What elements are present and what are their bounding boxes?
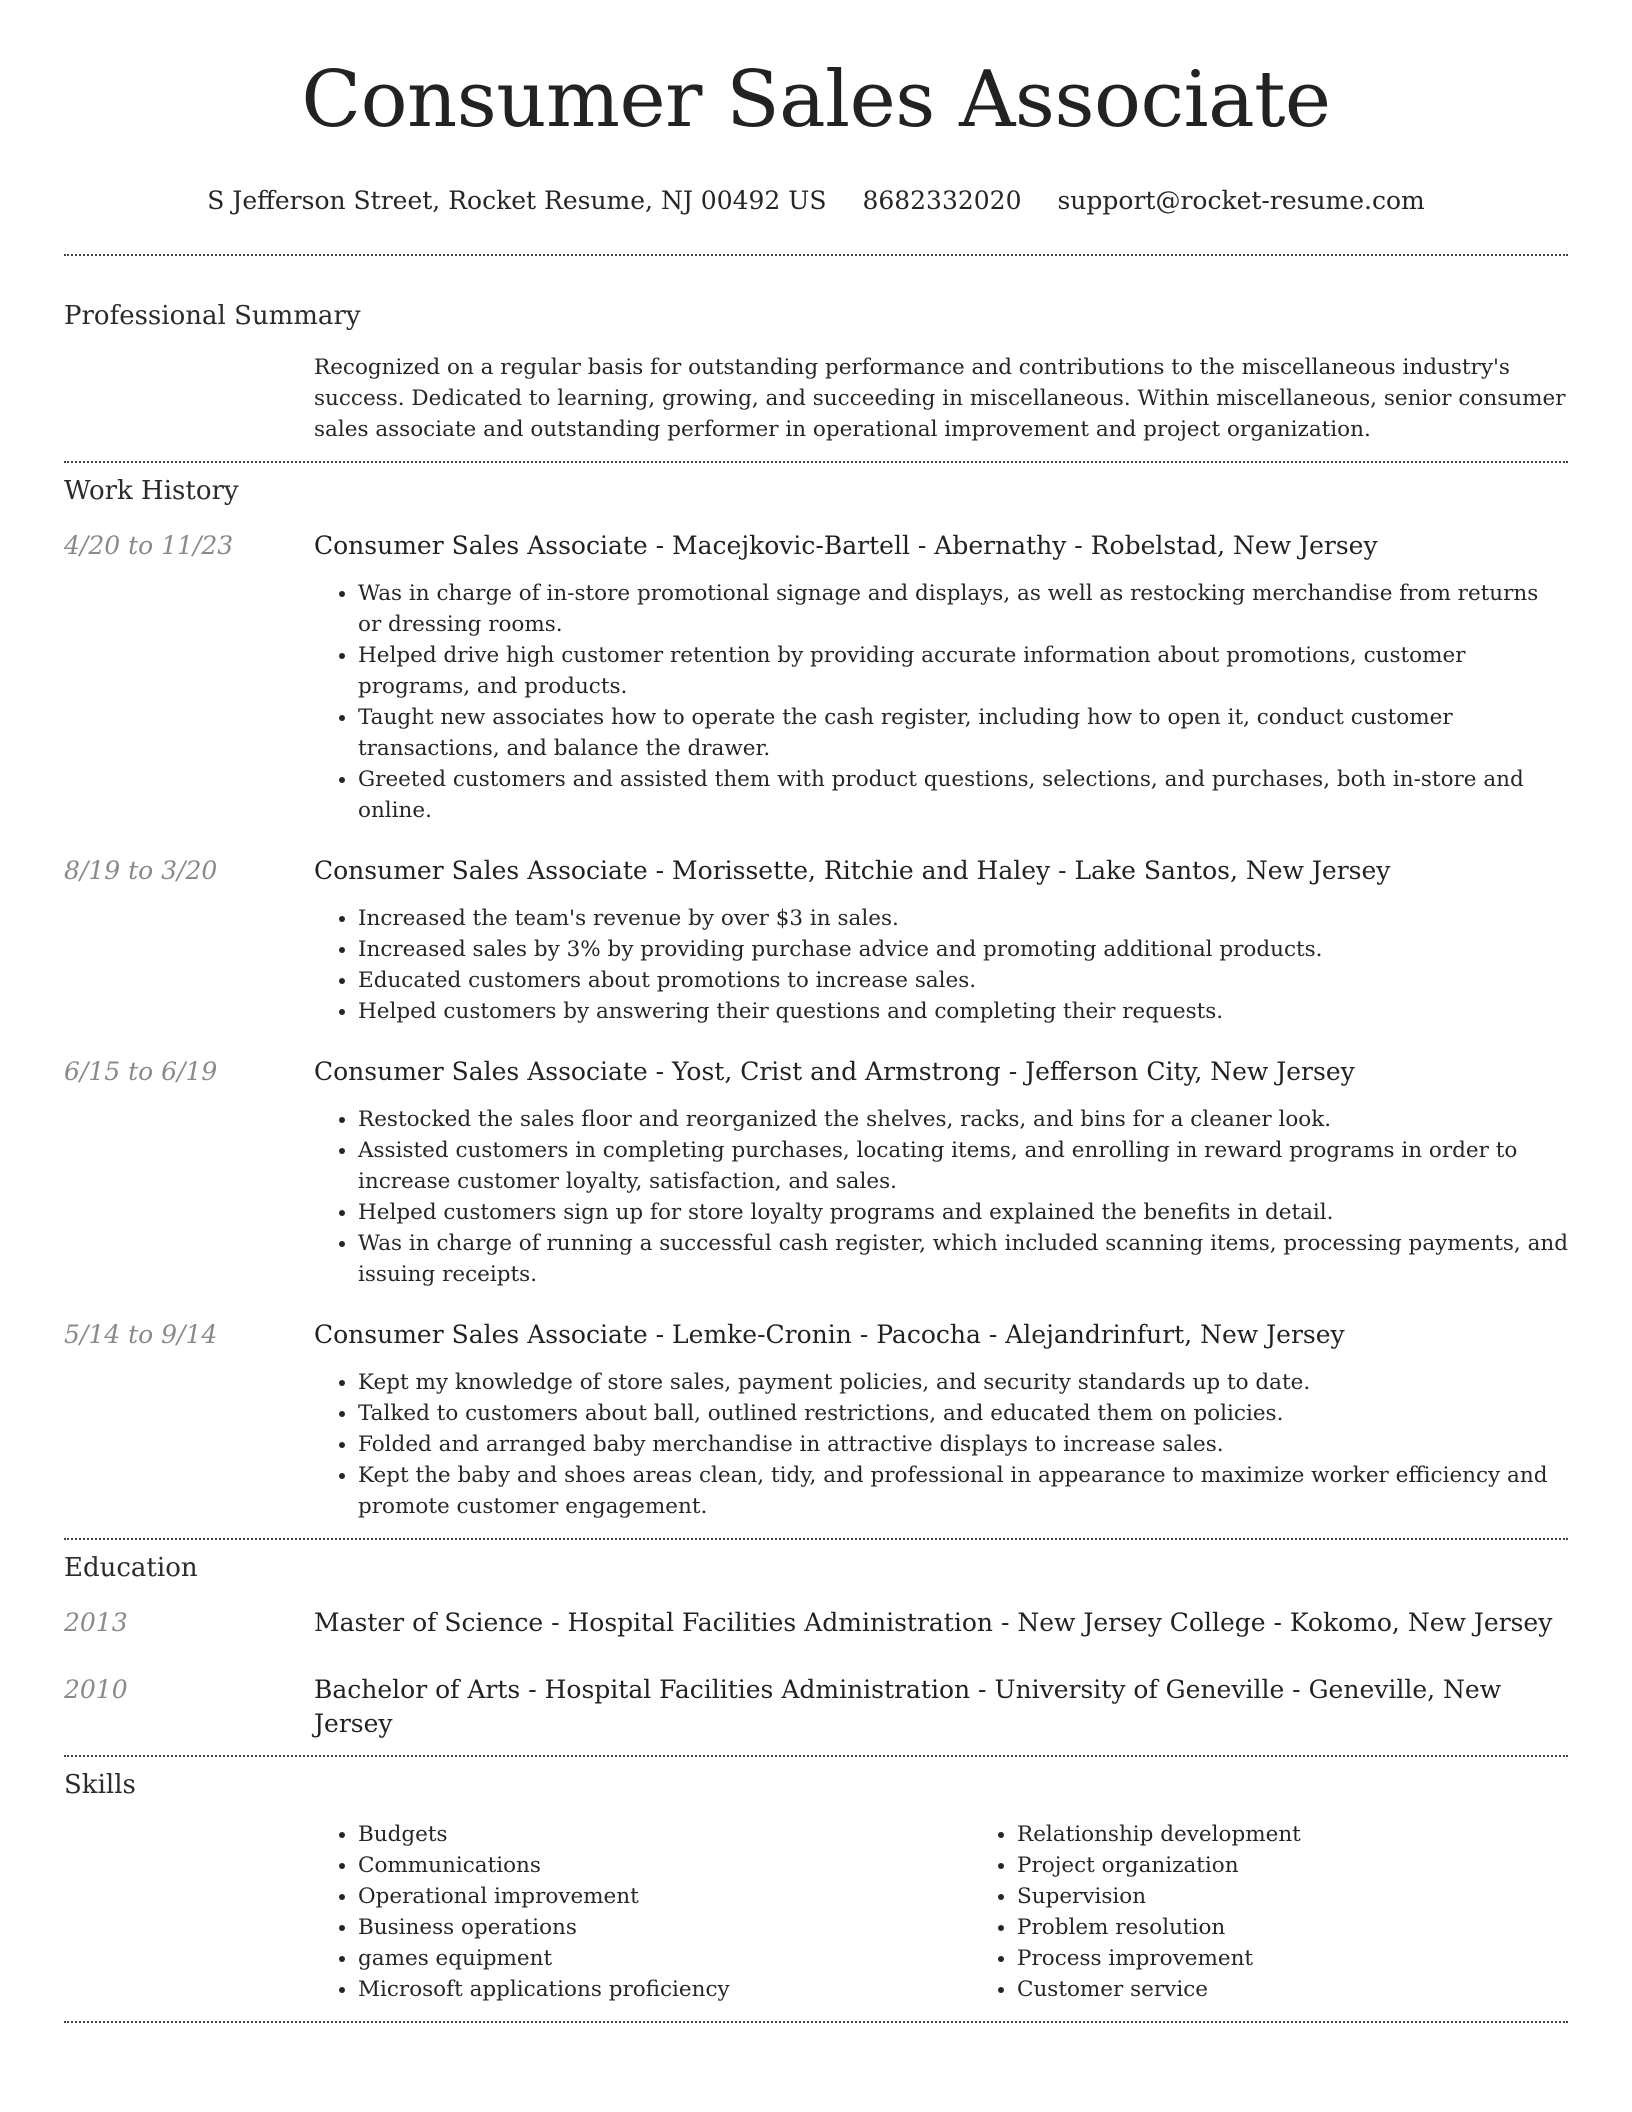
skills-list-left — [314, 1819, 973, 2005]
contact-address: S Jefferson Street, Rocket Resume, NJ 00492 US — [207, 186, 827, 215]
work-history-section — [64, 473, 1568, 1522]
job-bullet: • Was in charge of running a successful cash register, which included scanning items, processing payments, and issuing receipts. — [358, 1228, 1568, 1290]
job-title: Consumer Sales Associate - Morissette, Ritchie and Haley - Lake Santos, New Jersey — [314, 856, 1391, 885]
job-entry — [64, 1055, 1568, 1290]
divider — [64, 254, 1568, 256]
job-bullet: • Restocked the sales floor and reorganized the shelves, racks, and bins for a cleaner look. — [358, 1104, 1568, 1135]
job-entry — [64, 1318, 1568, 1522]
education-degree: Bachelor of Arts - Hospital Facilities Administration - University of Geneville - Geneville, New Jersey — [314, 1675, 1502, 1738]
skill-item: • Budgets — [358, 1819, 973, 1850]
summary-heading: Professional Summary — [64, 301, 361, 331]
job-bullets — [314, 578, 1568, 826]
job-dates: 6/15 to 6/19 — [64, 1057, 218, 1086]
job-title: Consumer Sales Associate - Lemke-Cronin - Pacocha - Alejandrinfurt, New Jersey — [314, 1320, 1345, 1349]
education-section — [64, 1550, 1568, 1741]
job-bullet: • Assisted customers in completing purchases, locating items, and enrolling in reward programs in order to increase customer loyalty, satisfaction, and sales. — [358, 1135, 1568, 1197]
job-bullet: • Helped drive high customer retention by providing accurate information about promotions, customer programs, and products. — [358, 640, 1568, 702]
skill-item: • games equipment — [358, 1943, 973, 1974]
education-entry — [64, 1673, 1568, 1741]
job-entry — [64, 529, 1568, 826]
job-bullets — [314, 1104, 1568, 1290]
job-bullet: • Folded and arranged baby merchandise in attractive displays to increase sales. — [358, 1429, 1568, 1460]
skill-item: • Problem resolution — [1017, 1912, 1632, 1943]
job-dates: 5/14 to 9/14 — [64, 1320, 218, 1349]
job-bullet: • Helped customers sign up for store loyalty programs and explained the benefits in detail. — [358, 1197, 1568, 1228]
contact-phone: 8682332020 — [862, 186, 1022, 215]
divider — [64, 2021, 1568, 2023]
skill-item: • Business operations — [358, 1912, 973, 1943]
job-bullet: • Greeted customers and assisted them with product questions, selections, and purchases, both in-store and online. — [358, 764, 1568, 826]
divider — [64, 1755, 1568, 1757]
skills-list-right — [973, 1819, 1632, 2005]
job-bullet: • Talked to customers about ball, outlined restrictions, and educated them on policies. — [358, 1398, 1568, 1429]
job-dates: 8/19 to 3/20 — [64, 856, 218, 885]
job-bullet: • Was in charge of in-store promotional signage and displays, as well as restocking merchandise from returns or dressing rooms. — [358, 578, 1568, 640]
skill-item: • Communications — [358, 1850, 973, 1881]
work-history-heading: Work History — [64, 476, 239, 506]
job-bullet: • Helped customers by answering their questions and completing their requests. — [358, 996, 1568, 1027]
job-bullet: • Increased the team's revenue by over $3 in sales. — [358, 903, 1568, 934]
job-bullet: • Taught new associates how to operate the cash register, including how to open it, conduct customer transactions, and balance the drawer. — [358, 702, 1568, 764]
job-dates: 4/20 to 11/23 — [64, 531, 234, 560]
job-bullets — [314, 903, 1568, 1027]
candidate-name: Consumer Sales Associate — [301, 55, 1331, 145]
summary-section — [64, 298, 1568, 445]
education-year: 2010 — [64, 1675, 128, 1704]
skill-item: • Operational improvement — [358, 1881, 973, 1912]
skill-item: • Project organization — [1017, 1850, 1632, 1881]
skill-item: • Customer service — [1017, 1974, 1632, 2005]
skills-section — [64, 1767, 1568, 2005]
skill-item: • Microsoft applications proficiency — [358, 1974, 973, 2005]
education-entry — [64, 1606, 1568, 1640]
job-title: Consumer Sales Associate - Macejkovic-Bartell - Abernathy - Robelstad, New Jersey — [314, 531, 1378, 560]
job-title: Consumer Sales Associate - Yost, Crist and Armstrong - Jefferson City, New Jersey — [314, 1057, 1355, 1086]
contact-email: support@rocket-resume.com — [1057, 186, 1425, 215]
skills-heading: Skills — [64, 1770, 136, 1800]
resume-page — [64, 0, 1568, 2023]
divider — [64, 1538, 1568, 1540]
education-year: 2013 — [64, 1608, 128, 1637]
summary-text: Recognized on a regular basis for outstanding performance and contributions to the miscellaneous industry's success. Dedicated to learning, growing, and succeeding in miscellaneous. Within miscellaneous, senior consumer sales associate and outstanding performer in operational improvement and project organization. — [314, 355, 1566, 442]
job-bullet: • Kept my knowledge of store sales, payment policies, and security standards up to date. — [358, 1367, 1568, 1398]
skill-item: • Relationship development — [1017, 1819, 1632, 1850]
job-bullet: • Increased sales by 3% by providing purchase advice and promoting additional products. — [358, 934, 1568, 965]
divider — [64, 461, 1568, 463]
job-bullet: • Kept the baby and shoes areas clean, tidy, and professional in appearance to maximize worker efficiency and promote customer engagement. — [358, 1460, 1568, 1522]
job-entry — [64, 854, 1568, 1027]
education-heading: Education — [64, 1553, 198, 1583]
education-degree: Master of Science - Hospital Facilities Administration - New Jersey College - Kokomo, New Jersey — [314, 1608, 1553, 1637]
skill-item: • Supervision — [1017, 1881, 1632, 1912]
job-bullet: • Educated customers about promotions to increase sales. — [358, 965, 1568, 996]
job-bullets — [314, 1367, 1568, 1522]
skill-item: • Process improvement — [1017, 1943, 1632, 1974]
contact-line — [64, 184, 1568, 218]
